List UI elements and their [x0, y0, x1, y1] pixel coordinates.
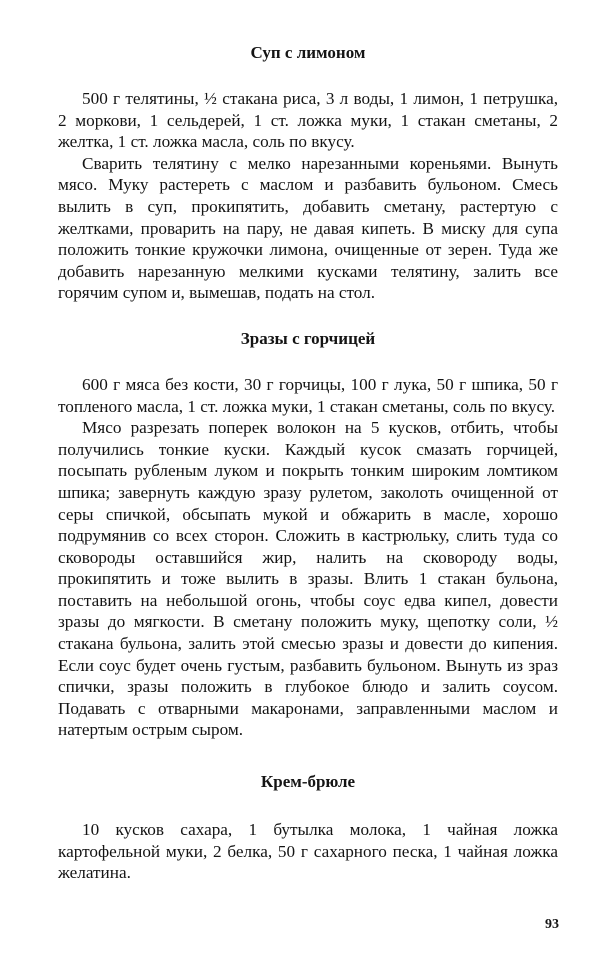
ingredients-paragraph: 600 г мяса без кости, 30 г горчицы, 100 г лука, 50 г шпика, 50 г топленого масла, 1 ст. ложка муки, 1 стакан сметаны, соль по вкусу.: [58, 374, 558, 416]
instructions-paragraph: Мясо разрезать поперек волокон на 5 кусков, отбить, чтобы получились тонкие куски. Каждый кусок смазать горчицей, посыпать рубленым луком и покрыть тонким широким ломтиком шпика; завернуть каждую зразу рулетом, заколоть очищенной от серы спичкой, обсыпать мукой и обжарить в масле, хорошо подрумянив со всех сторон. Сложить в кастрюльку, слить туда со сковороды оставшийся жир, налить на сковороду воды, прокипятить и тоже вылить в зразы. Влить 1 стакан бульона, поставить на небольшой огонь, чтобы соус едва кипел, довести зразы до мягкости. В сметану положить муку, щепотку соли, ½ стакана бульона, залить этой смесью зразы и довести до кипения. Если соус будет очень густым, разбавить бульоном. Вынуть из зраз спички, зразы положить в глубокое блюдо и залить соусом. Подавать с отварными макаронами, заправленными маслом и натертым острым сыром.: [58, 418, 558, 740]
book-page: [58, 36, 558, 884]
ingredients-paragraph: 10 кусков сахара, 1 бутылка молока, 1 чайная ложка картофельной муки, 2 белка, 50 г сахарного песка, 1 чайная ложка желатина.: [58, 820, 558, 883]
recipe-zrazy-with-mustard: [58, 328, 558, 741]
recipe-creme-brulee: [58, 771, 558, 884]
recipe-soup-with-lemon: [58, 42, 558, 304]
recipe-title: Зразы с горчицей: [240, 328, 376, 348]
recipe-title: Крем-брюле: [260, 772, 356, 792]
recipe-title: Суп с лимоном: [250, 43, 366, 62]
page-number: 93: [545, 917, 559, 932]
ingredients-paragraph: 500 г телятины, ½ стакана риса, 3 л воды, 1 лимон, 1 петрушка, 2 моркови, 1 сельдерей, 1 ст. ложка муки, 1 стакан сметаны, 2 желтка, 1 ст. ложка масла, соль по вкусу.: [58, 89, 558, 152]
instructions-paragraph: Сварить телятину с мелко нарезанными кореньями. Вынуть мясо. Муку растереть с маслом и разбавить бульоном. Смесь вылить в суп, прокипятить, добавить сметану, растертую с желтками, проварить на пару, не давая кипеть. В миску для супа положить тонкие кружочки лимона, очищенные от зерен. Туда же добавить нарезанную мелкими кусками телятину, залить все горячим супом и, вымешав, подать на стол.: [58, 153, 558, 303]
